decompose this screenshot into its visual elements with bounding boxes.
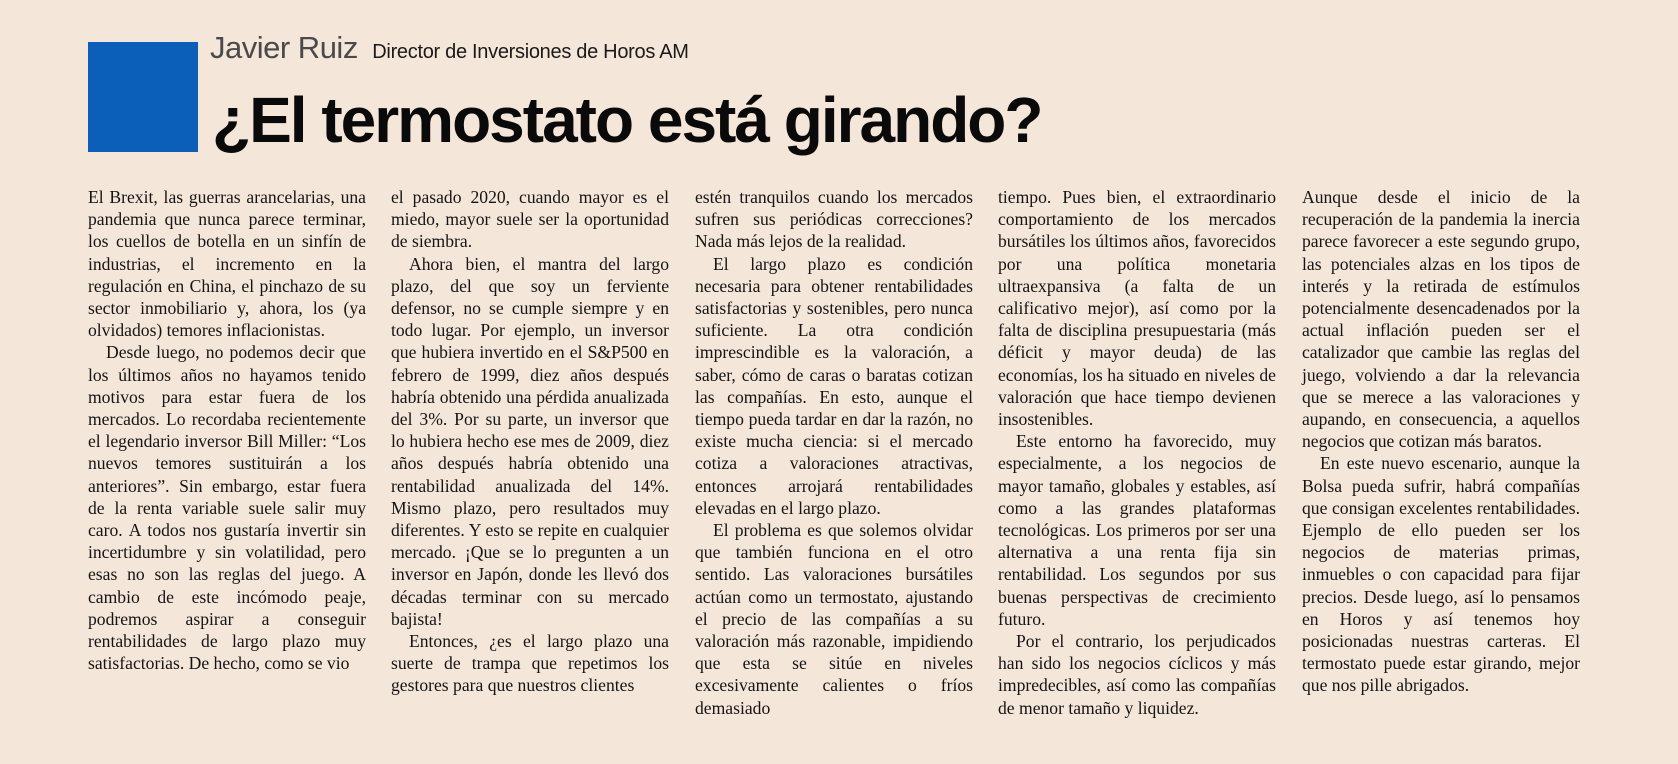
paragraph: estén tranquilos cuando los mercados sufren sus periódicas correcciones? Nada más lejos de la realidad.: [695, 187, 973, 252]
paragraph: Aunque desde el inicio de la recuperación de la pandemia la inercia parece favorecer a este segundo grupo, las potenciales alzas en los tipos de interés y la retirada de estímulos potencialmente desencadenados por la actual inflación pueden ser el catalizador que cambie las reglas del juego, volviendo a dar la relevancia que se merece a las valoraciones y aupando, en consecuencia, a aquellos negocios que cotizan más baratos.: [1302, 187, 1580, 452]
author-name: Javier Ruiz: [210, 30, 358, 65]
paragraph: tiempo. Pues bien, el extraordinario comportamiento de los mercados bursátiles los últimos años, favorecidos por una política monetaria ultraexpansiva (a falta de un calificativo mejor), así como por la falta de disciplina presupuestaria (más déficit y mayor deuda) de las economías, los ha situado en niveles de valoración que hace tiempo devienen insostenibles.: [998, 187, 1276, 430]
paragraph: Por el contrario, los perjudicados han sido los negocios cíclicos y más impredecibles, así como las compañías de menor tamaño y liquidez.: [998, 631, 1276, 718]
byline: [210, 30, 689, 66]
article-column-2: [391, 186, 669, 697]
paragraph: el pasado 2020, cuando mayor es el miedo, mayor suele ser la oportunidad de siembra.: [391, 187, 669, 252]
article-column-1: [88, 186, 366, 674]
paragraph: Ahora bien, el mantra del largo plazo, del que soy un ferviente defensor, no se cumple siempre y en todo lugar. Por ejemplo, un inversor que hubiera invertido en el S&P500 en febrero de 1999, diez años después habría obtenido una pérdida anualizada del 3%. Por su parte, un inversor que lo hubiera hecho ese mes de 2009, diez años después habría obtenido una rentabilidad anualizada del 14%. Mismo plazo, pero resultados muy diferentes. Y esto se repite en cualquier mercado. ¡Que se lo pregunten a un inversor en Japón, donde les llevó dos décadas terminar con su mercado bajista!: [391, 253, 669, 629]
paragraph: Este entorno ha favorecido, muy especialmente, a los negocios de mayor tamaño, globales y estables, así como a las grandes plataformas tecnológicas. Los primeros por ser una alternativa a una renta fija sin rentabilidad. Los segundos por sus buenas perspectivas de crecimiento futuro.: [998, 431, 1276, 629]
paragraph: En este nuevo escenario, aunque la Bolsa pueda sufrir, habrá compañías que consigan excelentes rentabilidades. Ejemplo de ello pueden ser los negocios de materias primas, inmuebles o con capacidad para fijar precios. Desde luego, así lo pensamos en Horos y así tenemos hoy posicionadas nuestras carteras. El termostato puede estar girando, mejor que nos pille abrigados.: [1302, 453, 1580, 696]
author-role: Director de Inversiones de Horos AM: [372, 41, 689, 63]
paragraph: El problema es que solemos olvidar que también funciona en el otro sentido. Las valoraciones bursátiles actúan como un termostato, ajustando el precio de las compañías a su valoración más razonable, impidiendo que esta se sitúe en niveles excesivamente calientes o fríos demasiado: [695, 520, 973, 718]
paragraph: Desde luego, no podemos decir que los últimos años no hayamos tenido motivos para estar fuera de los mercados. Lo recordaba recientemente el legendario inversor Bill Miller: “Los nuevos temores sustituirán a los anteriores”. Sin embargo, estar fuera de la renta variable suele salir muy caro. A todos nos gustaría invertir sin incertidumbre y sin volatilidad, pero esas no son las reglas del juego. A cambio de este incómodo peaje, podremos aspirar a conseguir rentabilidades de largo plazo muy satisfactorias. De hecho, como se vio: [88, 342, 366, 674]
article-column-4: [998, 186, 1276, 719]
paragraph: El Brexit, las guerras arancelarias, una pandemia que nunca parece terminar, los cuellos de botella en un sinfín de industrias, el incremento en la regulación en China, el pinchazo de su sector inmobiliario y, ahora, los (ya olvidados) temores inflacionistas.: [88, 187, 366, 341]
paragraph: El largo plazo es condición necesaria para obtener rentabilidades satisfactorias y sostenibles, pero nunca suficiente. La otra condición imprescindible es la valoración, a saber, cómo de caras o baratas cotizan las compañías. En esto, aunque el tiempo pueda tardar en dar la razón, no existe mucha ciencia: si el mercado cotiza a valoraciones atractivas, entonces arrojará rentabilidades elevadas en el largo plazo.: [695, 253, 973, 518]
article-body: [88, 186, 1580, 718]
article-column-5: [1302, 186, 1580, 697]
article-column-3: [695, 186, 973, 719]
headline: ¿El termostato está girando?: [212, 84, 1042, 156]
accent-block: [88, 42, 198, 152]
paragraph: Entonces, ¿es el largo plazo una suerte de trampa que repetimos los gestores para que nuestros clientes: [391, 631, 669, 696]
